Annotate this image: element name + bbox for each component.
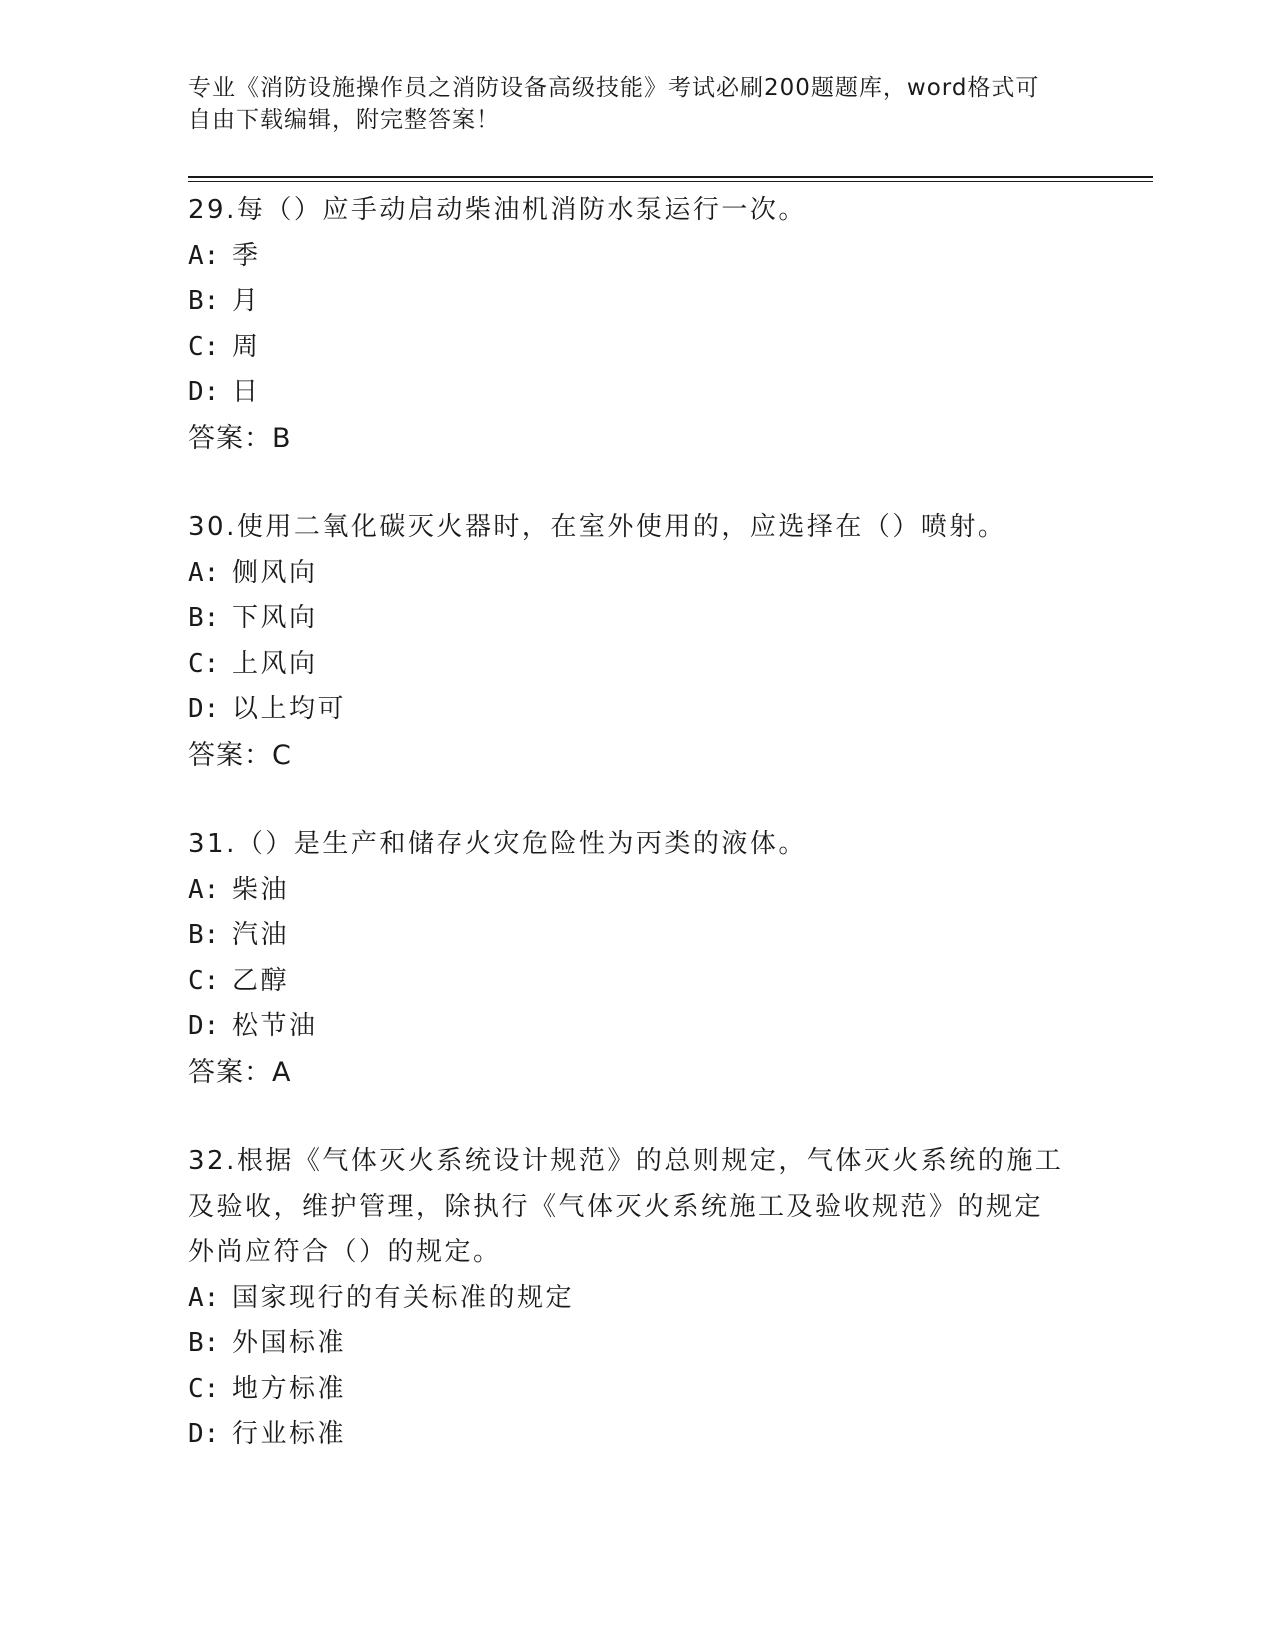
option-a	[188, 551, 1088, 597]
option-a	[188, 1276, 1088, 1322]
answer-line: 答案：A	[188, 1056, 292, 1088]
question-30	[188, 505, 1088, 778]
option-letter: D:	[188, 1419, 220, 1449]
option-letter: D:	[188, 1011, 220, 1041]
option-b	[188, 279, 1088, 325]
option-d	[188, 1412, 1088, 1458]
option-letter: B:	[188, 603, 220, 633]
option-letter: C:	[188, 648, 220, 679]
header-title-line-1: 专业《消防设施操作员之消防设备高级技能》考试必刷200题题库，word格式可	[188, 75, 1040, 101]
option-text: 汽油	[232, 920, 290, 950]
question-stem: 30.使用二氧化碳灭火器时，在室外使用的，应选择在（）喷射。	[188, 512, 1007, 542]
question-31	[188, 822, 1088, 1095]
answer-line: 答案：B	[188, 422, 292, 454]
option-text: 以上均可	[232, 694, 347, 724]
option-c	[188, 959, 1088, 1005]
option-d	[188, 1004, 1088, 1050]
option-text: 下风向	[232, 603, 318, 633]
option-text: 周	[232, 331, 261, 362]
option-letter: A:	[188, 874, 220, 905]
option-d	[188, 370, 1088, 416]
option-text: 季	[232, 240, 261, 271]
option-letter: B:	[188, 286, 220, 316]
option-b	[188, 913, 1088, 959]
option-text: 地方标准	[232, 1373, 347, 1404]
option-text: 国家现行的有关标准的规定	[232, 1282, 575, 1313]
option-letter: C:	[188, 331, 220, 362]
question-stem-line-1: 32.根据《气体灭火系统设计规范》的总则规定，气体灭火系统的施工	[188, 1146, 1064, 1176]
option-letter: A:	[188, 557, 220, 588]
option-letter: D:	[188, 694, 220, 724]
question-stem-line-2: 及验收，维护管理，除执行《气体灭火系统施工及验收规范》的规定	[188, 1191, 1044, 1222]
option-c	[188, 1367, 1088, 1413]
option-letter: D:	[188, 377, 220, 407]
question-32	[188, 1139, 1088, 1458]
option-a	[188, 234, 1088, 280]
header-divider	[188, 176, 1153, 182]
option-text: 上风向	[232, 648, 318, 679]
question-list	[188, 188, 1088, 1502]
option-text: 柴油	[232, 874, 290, 905]
question-stem: 29.每（）应手动启动柴油机消防水泵运行一次。	[188, 195, 807, 225]
option-c	[188, 325, 1088, 371]
option-text: 侧风向	[232, 557, 318, 588]
question-stem-line-3: 外尚应符合（）的规定。	[188, 1237, 502, 1267]
option-letter: C:	[188, 1373, 220, 1404]
answer-line: 答案：C	[188, 739, 292, 771]
option-letter: A:	[188, 240, 220, 271]
option-letter: B:	[188, 1328, 220, 1358]
option-b	[188, 596, 1088, 642]
option-text: 行业标准	[232, 1419, 347, 1449]
option-letter: C:	[188, 965, 220, 996]
document-header	[188, 72, 1088, 136]
question-29	[188, 188, 1088, 461]
option-text: 日	[232, 377, 261, 407]
option-text: 松节油	[232, 1011, 318, 1041]
header-title-line-2: 自由下载编辑，附完整答案！	[188, 107, 500, 133]
option-text: 外国标准	[232, 1328, 347, 1358]
option-c	[188, 642, 1088, 688]
option-letter: A:	[188, 1282, 220, 1313]
option-letter: B:	[188, 920, 220, 950]
option-text: 月	[232, 286, 261, 316]
option-b	[188, 1321, 1088, 1367]
option-a	[188, 868, 1088, 914]
option-d	[188, 687, 1088, 733]
option-text: 乙醇	[232, 965, 290, 996]
question-stem: 31.（）是生产和储存火灾危险性为丙类的液体。	[188, 829, 807, 859]
